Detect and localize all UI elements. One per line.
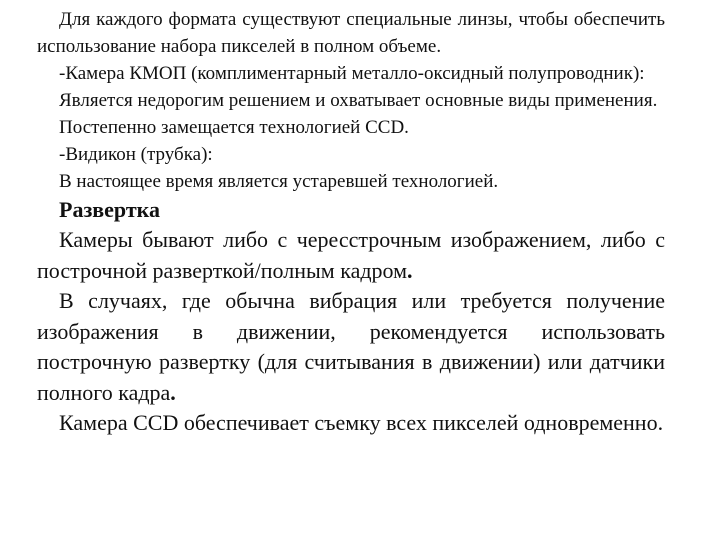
paragraph-lenses: Для каждого формата существуют специальные линзы, чтобы обеспечить использование набора пикселей в полном объеме. [37,9,665,57]
paragraph-scan-types [37,225,665,286]
paragraph-vibration-advice [37,286,665,408]
paragraph-cmos-description: Является недорогим решением и охватывает основные виды применения. [59,90,658,111]
paragraph-ccd-camera: Камера CCD обеспечивает съемку всех пикселей одновременно. [59,410,664,435]
section-heading-scanning: Развертка [59,197,161,222]
paragraph-cmos-camera: -Камера КМОП (комплиментарный металло-оксидный полупроводник): [59,63,645,84]
document-page [37,6,665,439]
paragraph-scan-types-period: . [407,257,413,283]
paragraph-vibration-advice-period: . [170,379,176,405]
paragraph-scan-types-text: Камеры бывают либо с чересстрочным изображением, либо с построчной разверткой/полным кадром [37,227,665,283]
paragraph-cmos-replacement: Постепенно замещается технологией CCD. [59,117,409,138]
paragraph-vidicon-obsolete: В настоящее время является устаревшей технологией. [59,171,499,192]
paragraph-vidicon: -Видикон (трубка): [59,144,213,165]
paragraph-vibration-advice-text: В случаях, где обычна вибрация или требуется получение изображения в движении, рекомендуется использовать построчную развертку (для считывания в движении) или датчики полного кадра [37,288,665,405]
